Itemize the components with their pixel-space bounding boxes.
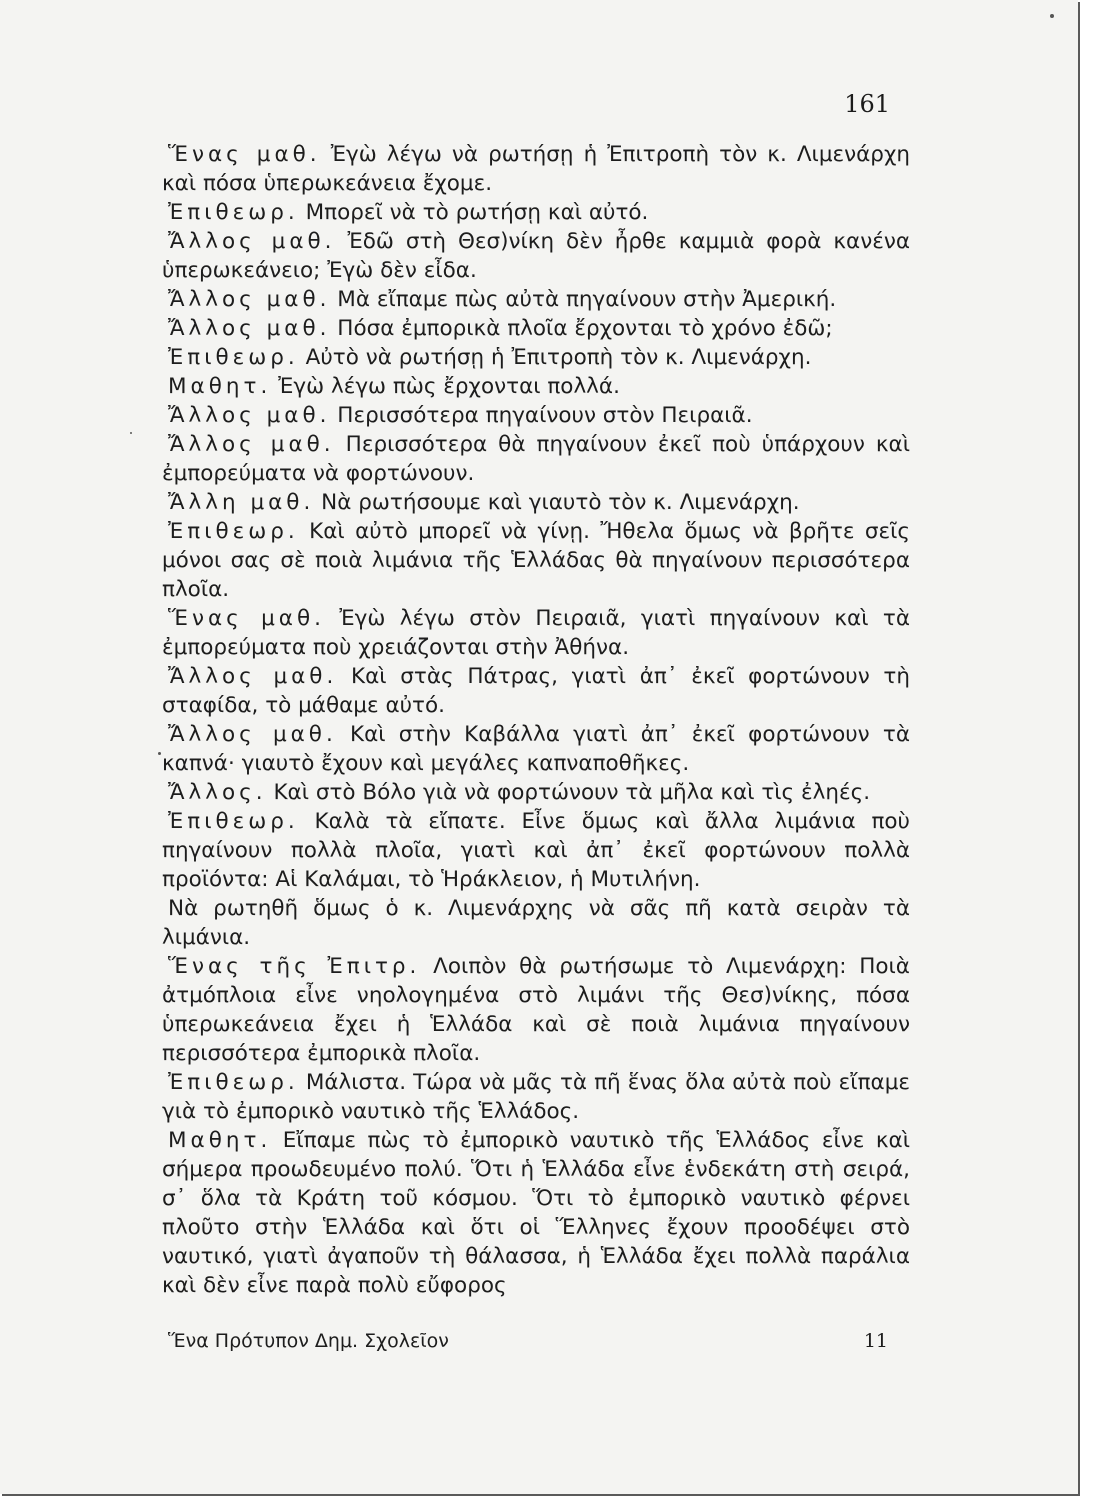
dialogue-paragraph: [162, 720, 910, 778]
book-title: Ἕνα Πρότυπον Δημ. Σχολεῖον: [168, 1330, 449, 1352]
page-number: 161: [844, 90, 890, 118]
speaker-label: Ἄλλος μαθ.: [168, 664, 338, 689]
dialogue-paragraph: [162, 1126, 910, 1300]
speech-text: Μάλιστα. Τώρα νὰ μᾶς τὰ πῆ ἕνας ὅλα αὐτὰ ποὺ εἴπαμε γιὰ τὸ ἐμπορικὸ ναυτικὸ τῆς Ἑλλάδος.: [162, 1070, 910, 1124]
speech-text: Νὰ ρωτήσουμε καὶ γιαυτὸ τὸν κ. Λιμενάρχη.: [321, 490, 800, 515]
dialogue-paragraph: [162, 894, 910, 952]
speaker-label: Ἐπιθεωρ.: [168, 1070, 299, 1095]
speech-text: Μπορεῖ νὰ τὸ ρωτήσῃ καὶ αὐτό.: [305, 200, 649, 225]
speech-text: Ἐγὼ λέγω νὰ ρωτήσῃ ἡ Ἐπιτροπὴ τὸν κ. Λιμενάρχη καὶ πόσα ὑπερωκεάνεια ἔχομε.: [162, 142, 910, 196]
speaker-label: Ἄλλος μαθ.: [168, 316, 331, 341]
dust-speck: [1050, 14, 1054, 18]
speaker-label: Ἄλλος μαθ.: [168, 403, 331, 428]
speech-text: Καὶ στὴν Καβάλλα γιατὶ ἀπ᾿ ἐκεῖ φορτώνουν τὰ καπνά· γιαυτὸ ἔχουν καὶ μεγάλες καπναποθῆκες.: [162, 722, 910, 776]
dialogue-paragraph: [162, 488, 910, 517]
speech-text: Λοιπὸν θὰ ρωτήσωμε τὸ Λιμενάρχη: Ποιὰ ἀτμόπλοια εἶνε νηολογημένα στὸ λιμάνι τῆς Θεσ)νίκης, πόσα ὑπερωκεάνεια ἔχει ἡ Ἑλλάδα καὶ σὲ ποιὰ λιμάνια πηγαίνουν περισσότερα ἐμπορικὰ πλοῖα.: [162, 954, 910, 1066]
signature-mark: 11: [863, 1330, 888, 1352]
speech-text: Ἐγὼ λέγω στὸν Πειραιᾶ, γιατὶ πηγαίνουν καὶ τὰ ἐμπορεύματα ποὺ χρειάζονται στὴν Ἀθήνα.: [162, 606, 910, 660]
dialogue-paragraph: [162, 807, 910, 894]
speech-text: Καὶ αὐτὸ μπορεῖ νὰ γίνῃ. Ἤθελα ὅμως νὰ βρῆτε σεῖς μόνοι σας σὲ ποιὰ λιμάνια τῆς Ἑλλάδας θὰ πηγαίνουν περισσότερα πλοῖα.: [162, 519, 910, 602]
speech-text: Μὰ εἴπαμε πὼς αὐτὰ πηγαίνουν στὴν Ἀμερική.: [337, 287, 837, 312]
dialogue-paragraph: [162, 952, 910, 1068]
speech-text: Καλὰ τὰ εἴπατε. Εἶνε ὅμως καὶ ἄλλα λιμάνια ποὺ πηγαίνουν πολλὰ πλοῖα, γιατὶ καὶ ἀπ᾿ ἐκεῖ φορτώνουν πολλὰ προϊόντα: Αἱ Καλάμαι, τὸ Ἡράκλειον, ἡ Μυτιλήνη.: [162, 809, 910, 892]
dialogue-paragraph: [162, 285, 910, 314]
dialogue-paragraph: [162, 343, 910, 372]
speaker-label: Μαθητ.: [168, 1128, 272, 1153]
speaker-label: Ἄλλος μαθ.: [168, 229, 336, 254]
dialogue-paragraph: [162, 314, 910, 343]
speech-text: Περισσότερα πηγαίνουν στὸν Πειραιᾶ.: [337, 403, 753, 428]
speaker-label: Ἄλλος.: [168, 780, 267, 805]
speech-text: Ἐγὼ λέγω πὼς ἔρχονται πολλά.: [278, 374, 620, 399]
dust-speck: [158, 752, 161, 755]
speech-text: Καὶ στὸ Βόλο γιὰ νὰ φορτώνουν τὰ μῆλα καὶ τὶς ἐληές.: [273, 780, 871, 805]
speaker-label: Ἄλλος μαθ.: [168, 287, 331, 312]
speaker-label: Ἐπιθεωρ.: [168, 200, 299, 225]
speech-text: Νὰ ρωτηθῆ ὅμως ὁ κ. Λιμενάρχης νὰ σᾶς πῆ κατὰ σειρὰν τὰ λιμάνια.: [162, 896, 910, 950]
dialogue-paragraph: [162, 430, 910, 488]
speaker-label: Ἄλλη μαθ.: [168, 490, 315, 515]
dialogue-paragraph: [162, 604, 910, 662]
speech-text: Αὐτὸ νὰ ρωτήσῃ ἡ Ἐπιτροπὴ τὸν κ. Λιμενάρχη.: [305, 345, 812, 370]
dialogue-paragraph: [162, 401, 910, 430]
dialogue-paragraph: [162, 517, 910, 604]
speech-text: Εἴπαμε πὼς τὸ ἐμπορικὸ ναυτικὸ τῆς Ἑλλάδος εἶνε καὶ σήμερα προωδευμένο πολύ. Ὅτι ἡ Ἑλλάδα εἶνε ἑνδεκάτη στὴ σειρά, σ᾿ ὅλα τὰ Κράτη τοῦ κόσμου. Ὅτι τὸ ἐμπορικὸ ναυτικὸ φέρνει πλοῦτο στὴν Ἑλλάδα καὶ ὅτι οἱ Ἕλληνες ἔχουν προοδέψει στὸ ναυτικό, γιατὶ ἀγαποῦν τὴ θάλασσα, ἡ Ἑλλάδα ἔχει πολλὰ παράλια καὶ δὲν εἶνε παρὰ πολὺ εὔφορος: [162, 1128, 910, 1298]
dialogue-paragraph: [162, 778, 910, 807]
speaker-label: Ἐπιθεωρ.: [168, 345, 299, 370]
speech-text: Ἐδῶ στὴ Θεσ)νίκη δὲν ἦρθε καμμιὰ φορὰ κανένα ὑπερωκεάνειο; Ἐγὼ δὲν εἶδα.: [162, 229, 911, 283]
speaker-label: Ἕνας μαθ.: [168, 142, 321, 167]
speech-text: Πόσα ἐμπορικὰ πλοῖα ἔρχονται τὸ χρόνο ἐδῶ;: [337, 316, 833, 341]
speaker-label: Ἄλλος μαθ.: [168, 722, 337, 747]
dialogue-paragraph: [162, 227, 910, 285]
dust-speck: [130, 432, 132, 434]
page-footer: [168, 1330, 888, 1352]
dialogue-paragraph: [162, 198, 910, 227]
dialogue-paragraph: [162, 372, 910, 401]
speaker-label: Μαθητ.: [168, 374, 272, 399]
dialogue-text: [162, 140, 910, 1300]
dialogue-paragraph: [162, 140, 910, 198]
speaker-label: Ἐπιθεωρ.: [168, 519, 299, 544]
dialogue-paragraph: [162, 1068, 910, 1126]
speaker-label: Ἐπιθεωρ.: [168, 809, 299, 834]
speech-text: Περισσότερα θὰ πηγαίνουν ἐκεῖ ποὺ ὑπάρχουν καὶ ἐμπορεύματα νὰ φορτώνουν.: [162, 432, 911, 486]
speaker-label: Ἄλλος μαθ.: [168, 432, 335, 457]
speech-text: Καὶ στὰς Πάτρας, γιατὶ ἀπ᾿ ἐκεῖ φορτώνουν τὴ σταφίδα, τὸ μάθαμε αὐτό.: [162, 664, 910, 718]
speaker-label: Ἕνας τῆς Ἐπιτρ.: [168, 954, 421, 979]
speaker-label: Ἕνας μαθ.: [168, 606, 325, 631]
dialogue-paragraph: [162, 662, 910, 720]
